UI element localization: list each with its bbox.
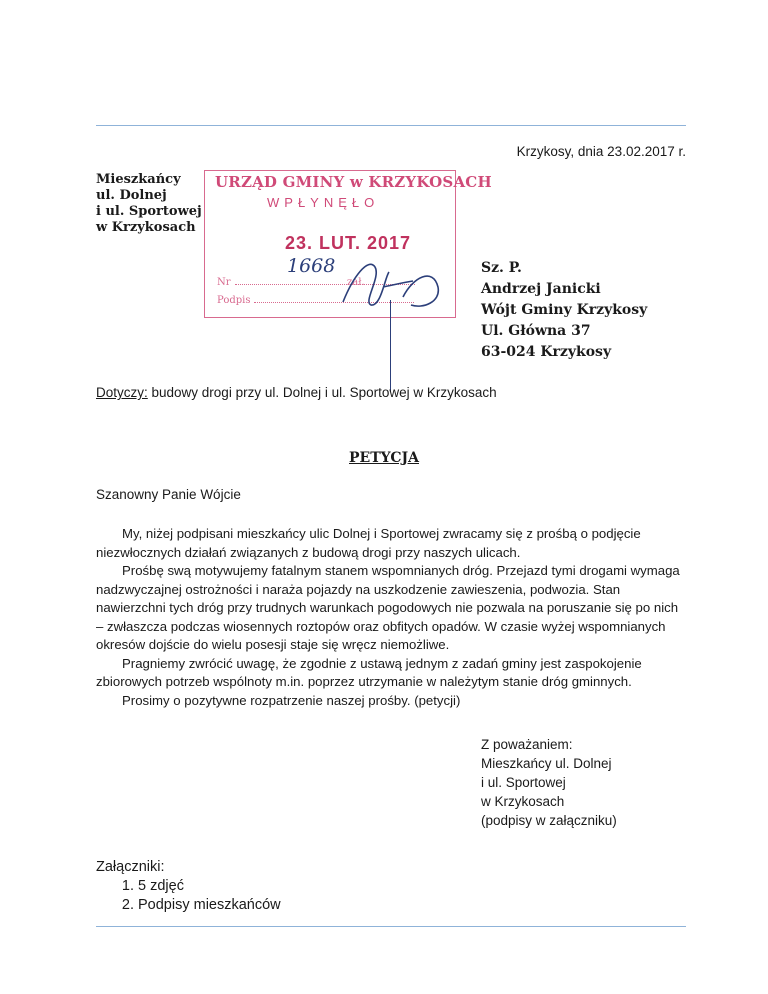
stamp-attachments-label: zał.	[347, 277, 365, 288]
body-paragraph: Prośbę swą motywujemy fatalnym stanem wspomnianych dróg. Przejazd tymi drogami wymaga nadzwyczajnej ostrożności i naraża pojazdy na uszkodzenie zawieszenia, podwozia. Stan nawierzchni tych dróg przy trudnych warunkach pogodowych nie pozwala na poruszanie się po nich – zwłaszcza podczas wiosennych roztopów oraz obfitych opadów. W czasie wyżej wspomnianych okresów dojście do wielu posesji staje się wręcz niemożliwe.	[96, 563, 680, 652]
pen-stroke	[390, 300, 391, 392]
sender-line: i ul. Sportowej	[96, 204, 202, 219]
closing-line: w Krzykosach	[481, 794, 565, 809]
stamp-reg-number: 1668	[287, 255, 336, 277]
body-paragraph: Prosimy o pozytywne rozpatrzenie naszej prośby. (petycji)	[122, 692, 461, 708]
petition-body	[96, 525, 686, 710]
recipient-line: Ul. Główna 37	[481, 323, 591, 339]
sender-block	[96, 172, 202, 236]
stamp-received: WPŁYNĘŁO	[267, 195, 380, 210]
attachment-item: 1. 5 zdjęć	[138, 877, 281, 896]
recipient-block	[481, 258, 647, 363]
recipient-line: 63-024 Krzykosy	[481, 344, 612, 360]
body-paragraph: My, niżej podpisani mieszkańcy ulic Dolnej i Sportowej zwracamy się z prośbą o podjęcie niezwłocznych działań związanych z budową drogi przy naszych ulicach.	[96, 526, 641, 560]
attachments-label: Załączniki:	[96, 859, 165, 875]
subject-label: Dotyczy:	[96, 385, 148, 400]
attachments-section	[96, 858, 281, 915]
place-date: Krzykosy, dnia 23.02.2017 r.	[516, 144, 686, 159]
attachments-list	[96, 877, 281, 915]
subject-text: budowy drogi przy ul. Dolnej i ul. Sportowej w Krzykosach	[147, 385, 497, 400]
document-title: PETYCJA	[349, 450, 419, 466]
registration-stamp	[204, 170, 492, 318]
recipient-line: Wójt Gminy Krzykosy	[481, 302, 648, 318]
sender-line: ul. Dolnej	[96, 188, 167, 203]
stamp-date: 23. LUT. 2017	[285, 233, 412, 253]
sender-line: w Krzykosach	[96, 220, 196, 235]
recipient-line: Sz. P.	[481, 260, 522, 276]
top-rule	[96, 125, 686, 126]
bottom-rule	[96, 926, 686, 927]
closing-line: Z poważaniem:	[481, 737, 573, 752]
closing-block	[481, 735, 617, 830]
closing-line: (podpisy w załączniku)	[481, 813, 617, 828]
body-paragraph: Pragniemy zwrócić uwagę, że zgodnie z ustawą jednym z zadań gminy jest zaspokojenie zbiorowych potrzeb wspólnoty m.in. poprzez utrzymanie w należytym stanie dróg gminnych.	[96, 655, 642, 689]
sender-line: Mieszkańcy	[96, 172, 181, 187]
stamp-signature-label: Podpis	[217, 295, 251, 306]
stamp-nr-label: Nr	[217, 277, 231, 288]
stamp-office: URZĄD GMINY w KRZYKOSACH	[215, 173, 492, 191]
closing-line: i ul. Sportowej	[481, 775, 566, 790]
handwritten-signature-icon	[323, 247, 443, 317]
subject-line	[96, 385, 497, 400]
closing-line: Mieszkańcy ul. Dolnej	[481, 756, 612, 771]
recipient-line: Andrzej Janicki	[481, 281, 601, 297]
attachment-item: 2. Podpisy mieszkańców	[138, 896, 281, 915]
salutation: Szanowny Panie Wójcie	[96, 487, 241, 502]
